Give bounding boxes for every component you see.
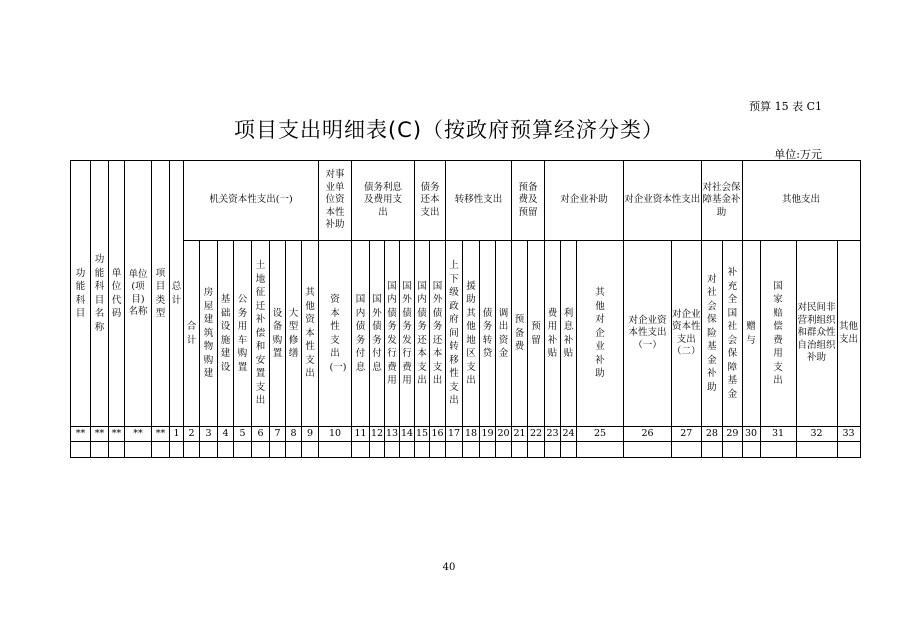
- col-header: 资本性支出(一): [319, 241, 352, 427]
- row-head-cell: 总计: [170, 161, 184, 427]
- col-header: 合计: [184, 241, 200, 427]
- col-header: 国内债务发行费用: [385, 241, 400, 427]
- col-number: 24: [561, 427, 577, 442]
- col-header: 基础设施建设: [218, 241, 234, 427]
- col-number: 11: [352, 427, 370, 442]
- col-header: 国内债务还本支出: [415, 241, 430, 427]
- col-header: 对企业资本性支出（一）: [624, 241, 672, 427]
- col-header: 国外债务付息: [370, 241, 385, 427]
- group-header: 债务利息及费用支出: [352, 161, 415, 241]
- col-number: 28: [701, 427, 723, 442]
- col-header: 预备费: [512, 241, 528, 427]
- col-number: 27: [672, 427, 702, 442]
- col-header: 预留: [528, 241, 545, 427]
- col-number: 3: [200, 427, 218, 442]
- col-number: 29: [723, 427, 742, 442]
- col-header: 对企业资本性支出（二）: [672, 241, 702, 427]
- col-number: 5: [234, 427, 252, 442]
- row-head-cell: 单位(项目)名称: [125, 161, 152, 427]
- col-header: 其他资本性支出: [302, 241, 319, 427]
- page-title: 项目支出明细表(C)（按政府预算经济分类）: [233, 118, 665, 142]
- mask-cell: **: [152, 427, 170, 442]
- col-number: 21: [512, 427, 528, 442]
- col-header: 对社会保险基金补助: [701, 241, 723, 427]
- col-header: 赠与: [742, 241, 760, 427]
- col-header: 上下级政府间转移性支出: [446, 241, 463, 427]
- col-number: 31: [760, 427, 796, 442]
- col-header: 大型修缮: [286, 241, 302, 427]
- row-head-cell: 单位代码: [109, 161, 125, 427]
- group-header: 机关资本性支出(一): [184, 161, 319, 241]
- col-number: 17: [446, 427, 463, 442]
- row-head-cell: 功能科目: [71, 161, 91, 427]
- col-header: 费用补贴: [545, 241, 561, 427]
- page-number: 40: [442, 562, 456, 573]
- col-number: 6: [252, 427, 270, 442]
- col-header: 其他对企业补助: [577, 241, 624, 427]
- col-number: 2: [184, 427, 200, 442]
- col-number: 32: [796, 427, 837, 442]
- col-number: 10: [319, 427, 352, 442]
- col-number: 33: [837, 427, 860, 442]
- col-header: 设备购置: [270, 241, 286, 427]
- col-number: 4: [218, 427, 234, 442]
- col-number: 26: [624, 427, 672, 442]
- col-number: 23: [545, 427, 561, 442]
- col-number: 15: [415, 427, 430, 442]
- group-header: 对企业补助: [545, 161, 624, 241]
- table-code: 预算 15 表 C1: [749, 100, 822, 113]
- row-head-cell: 项目类型: [152, 161, 170, 427]
- col-number: 18: [463, 427, 480, 442]
- budget-table: [70, 160, 861, 458]
- table-row: [71, 442, 861, 458]
- col-header: 房屋建筑物购建: [200, 241, 218, 427]
- col-header: 债务转贷: [480, 241, 496, 427]
- group-header: 对企业资本性支出: [624, 161, 702, 241]
- col-header: 对民间非营利组织和群众性自治组织补助: [796, 241, 837, 427]
- col-header: 利息补贴: [561, 241, 577, 427]
- col-header: 国外债务还本支出: [430, 241, 446, 427]
- col-number: 20: [496, 427, 512, 442]
- col-number: 7: [270, 427, 286, 442]
- group-header: 其他支出: [742, 161, 860, 241]
- mask-cell: **: [125, 427, 152, 442]
- col-number: 13: [385, 427, 400, 442]
- col-number: 19: [480, 427, 496, 442]
- col-number: 8: [286, 427, 302, 442]
- col-number: 9: [302, 427, 319, 442]
- col-number: 16: [430, 427, 446, 442]
- col-header: 国外债务发行费用: [400, 241, 415, 427]
- group-header: 对社会保障基金补助: [701, 161, 742, 241]
- mask-cell: **: [71, 427, 91, 442]
- col-header: 调出资金: [496, 241, 512, 427]
- col-header: 援助其他地区支出: [463, 241, 480, 427]
- col-number: 30: [742, 427, 760, 442]
- col-number: 14: [400, 427, 415, 442]
- group-header: 对事业单位资本性补助: [319, 161, 352, 241]
- group-header: 转移性支出: [446, 161, 512, 241]
- col-header: 国内债务付息: [352, 241, 370, 427]
- col-number: 12: [370, 427, 385, 442]
- mask-cell: **: [109, 427, 125, 442]
- group-header: 债务还本支出: [415, 161, 446, 241]
- col-header: 公务用车购置: [234, 241, 252, 427]
- group-header: 预备费及预留: [512, 161, 545, 241]
- col-number: 22: [528, 427, 545, 442]
- col-header: 补充全国社会保障基金: [723, 241, 742, 427]
- col-header: 土地征迁补偿和安置支出: [252, 241, 270, 427]
- col-number: 1: [170, 427, 184, 442]
- mask-cell: **: [91, 427, 109, 442]
- col-header: 其他支出: [837, 241, 860, 427]
- unit-label: 单位:万元: [774, 148, 822, 161]
- row-head-cell: 功能科目名称: [91, 161, 109, 427]
- col-header: 国家赔偿费用支出: [760, 241, 796, 427]
- col-number: 25: [577, 427, 624, 442]
